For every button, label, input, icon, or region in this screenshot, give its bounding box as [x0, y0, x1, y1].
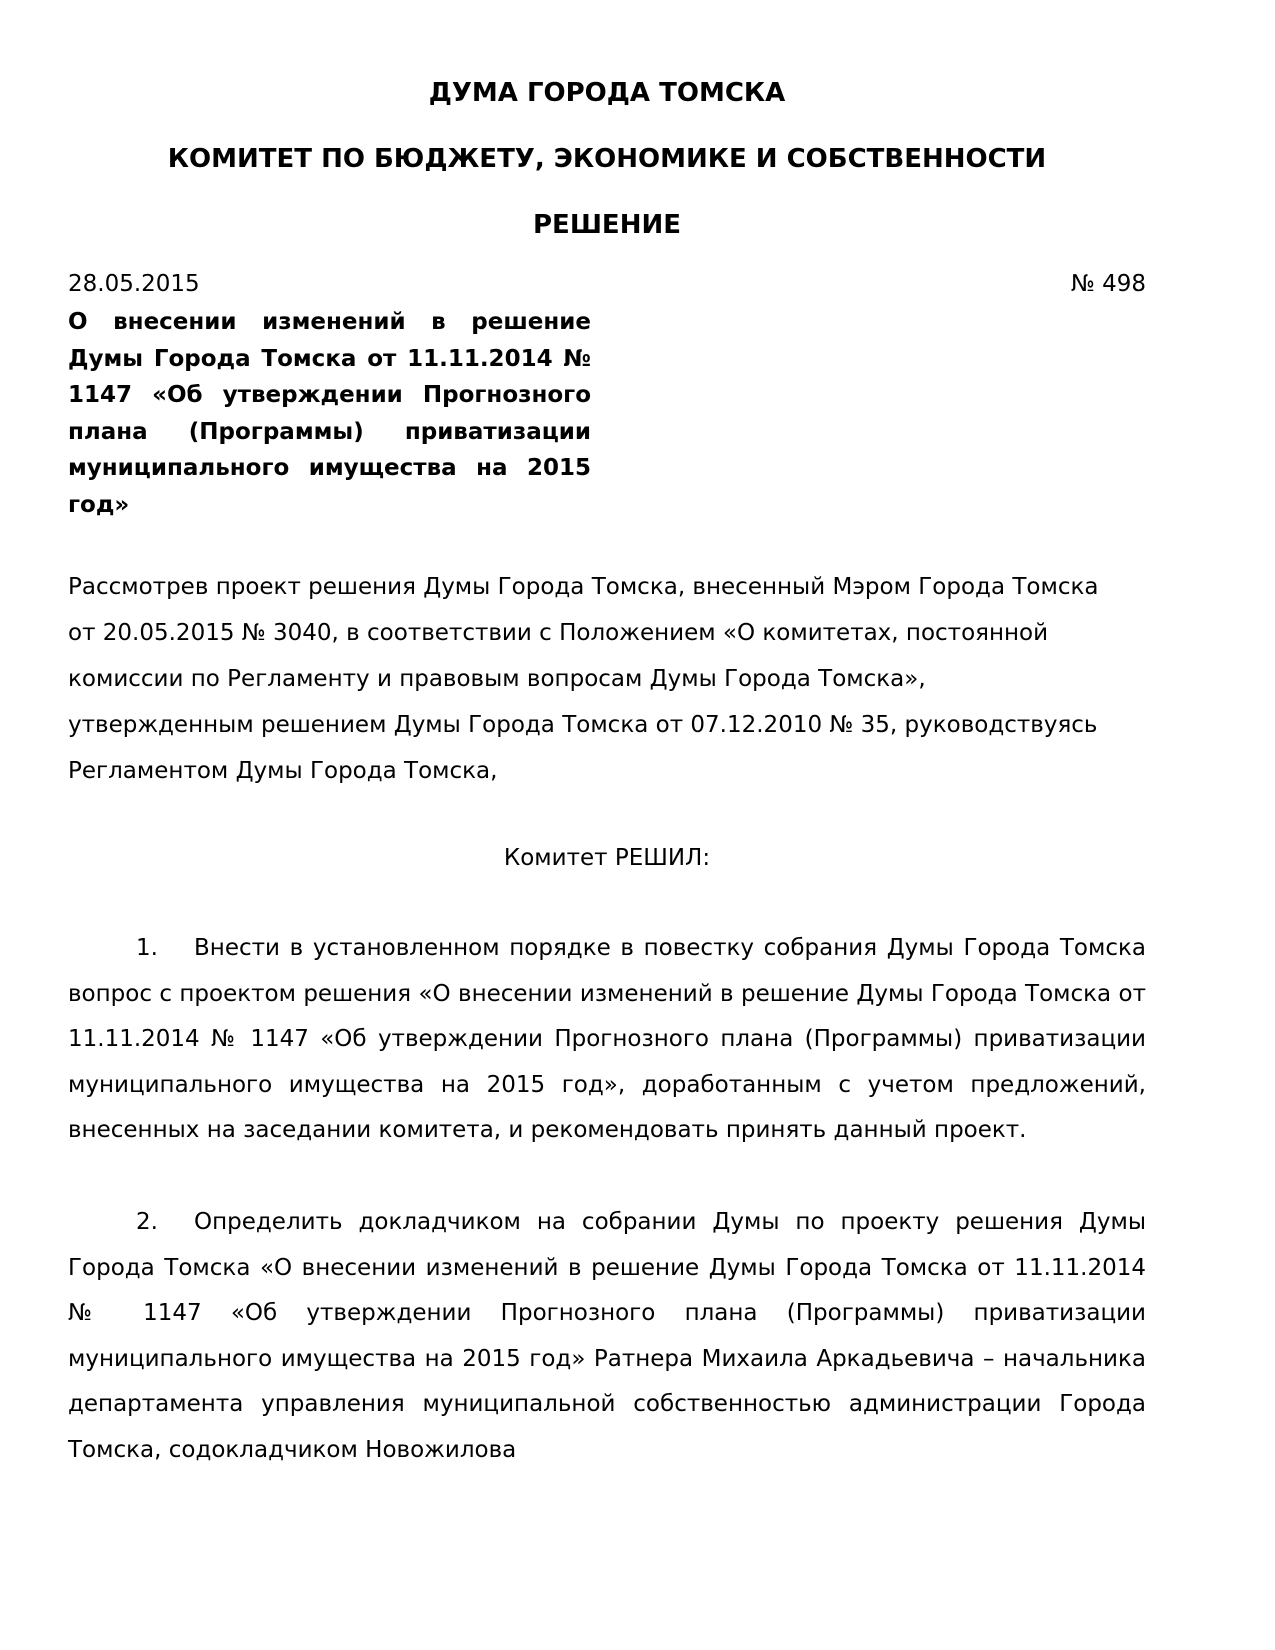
preamble-line: утвержденным решением Думы Города Томска от 07.12.2010 № 35, руководствуясь — [68, 712, 1098, 738]
decision-item-2 — [68, 1200, 1146, 1474]
preamble-line: комиссии по Регламенту и правовым вопросам Думы Города Томска», — [68, 666, 926, 692]
item-number: 2. — [136, 1209, 158, 1235]
committee-title: КОМИТЕТ ПО БЮДЖЕТУ, ЭКОНОМИКЕ И СОБСТВЕННОСТИ — [167, 144, 1047, 174]
preamble-paragraph — [68, 564, 1146, 794]
decision-date: 28.05.2015 — [68, 271, 200, 297]
item-text: Внести в установленном порядке в повестку собрания Думы Города Томска вопрос с проектом решения «О внесении изменений в решение Думы Города Томска от 11.11.2014 № 1147 «Об утверждении Прогнозного плана (Программы) приватизации муниципального имущества на 2015 год», доработанным с учетом предложений, внесенных на заседании комитета, и рекомендовать принять данный проект. — [68, 935, 1146, 1144]
decision-meta-row — [68, 268, 1146, 300]
item-text: Определить докладчиком на собрании Думы по проекту решения Думы Города Томска «О внесении изменений в решение Думы Города Томска от 11.11.2014 № 1147 «Об утверждении Прогнозного плана (Программы) приватизации муниципального имущества на 2015 год» Ратнера Михаила Аркадьевича – начальника департамента управления муниципальной собственностью администрации Города Томска, содокладчиком Новожилова — [68, 1209, 1146, 1463]
preamble-line: Рассмотрев проект решения Думы Города Томска, внесенный Мэром Города Томска — [68, 574, 1099, 600]
decision-number: № 498 — [1070, 271, 1146, 297]
committee-decided-heading: Комитет РЕШИЛ: — [503, 845, 711, 871]
organization-title: ДУМА ГОРОДА ТОМСКА — [428, 78, 786, 108]
item-number: 1. — [136, 935, 158, 961]
preamble-line: от 20.05.2015 № 3040, в соответствии с Положением «О комитетах, постоянной — [68, 620, 1049, 646]
decision-subject: О внесении изменений в решение Думы Города Томска от 11.11.2014 № 1147 «Об утверждении Прогнозного плана (Программы) приватизации муниципального имущества на 2015 год» — [68, 309, 591, 518]
document-type-title: РЕШЕНИЕ — [533, 210, 681, 240]
preamble-line: Регламентом Думы Города Томска, — [68, 758, 498, 784]
decision-item-1 — [68, 926, 1146, 1154]
